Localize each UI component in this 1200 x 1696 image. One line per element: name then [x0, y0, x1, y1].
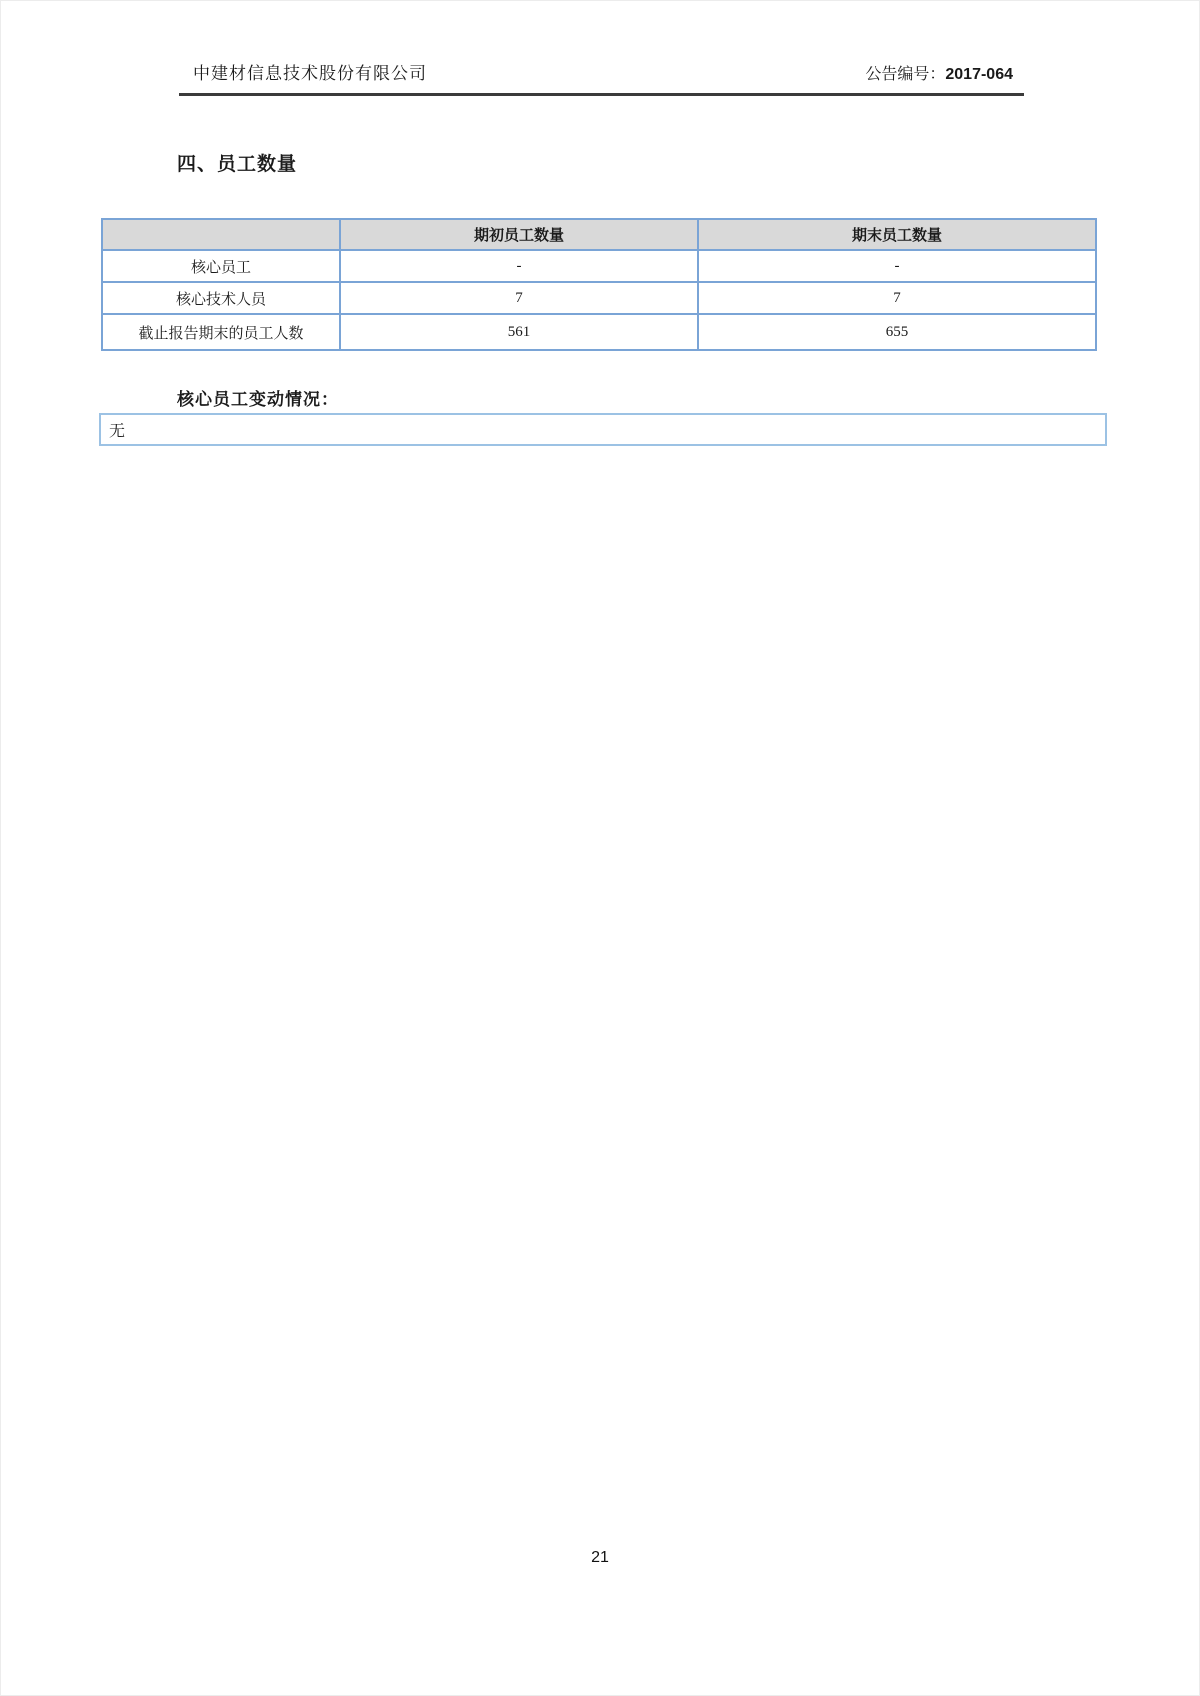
column-header-period-begin: 期初员工数量 [340, 219, 698, 250]
core-change-label: 核心员工变动情况： [177, 390, 339, 409]
company-name: 中建材信息技术股份有限公司 [193, 64, 427, 83]
page-number: 21 [591, 1549, 609, 1566]
column-header-period-end: 期末员工数量 [698, 219, 1096, 250]
table-row-core-employees [102, 250, 1096, 282]
row-label: 核心技术人员 [102, 282, 340, 314]
cell-period-end: 655 [698, 314, 1096, 350]
notice-number-group [865, 61, 1013, 84]
cell-period-begin: 561 [340, 314, 698, 350]
core-change-value: 无 [109, 423, 126, 440]
notice-number-label: 公告编号： [865, 66, 946, 83]
row-label: 截止报告期末的员工人数 [102, 314, 340, 350]
cell-period-begin: - [340, 250, 698, 282]
notice-number-value: 2017-064 [945, 66, 1013, 83]
core-change-box [99, 413, 1107, 446]
header-divider [179, 93, 1024, 96]
employee-count-table [101, 218, 1097, 351]
cell-period-begin: 7 [340, 282, 698, 314]
column-header-blank [102, 219, 340, 250]
document-header [193, 59, 1013, 84]
row-label: 核心员工 [102, 250, 340, 282]
table-header-row [102, 219, 1096, 250]
table-row-total-employees [102, 314, 1096, 350]
cell-period-end: 7 [698, 282, 1096, 314]
section-title: 四、员工数量 [177, 154, 298, 175]
table-row-core-technical-staff [102, 282, 1096, 314]
cell-period-end: - [698, 250, 1096, 282]
